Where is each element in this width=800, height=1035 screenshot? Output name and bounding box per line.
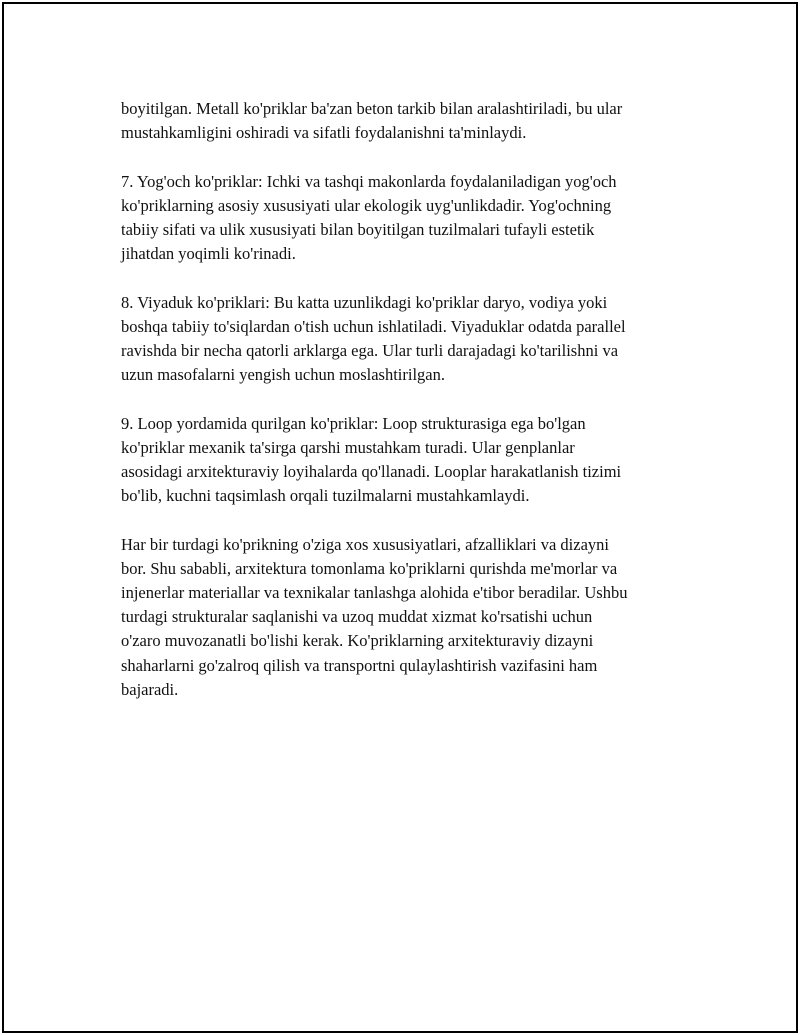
paragraph-wooden-bridges: 7. Yog'och ko'priklar: Ichki va tashqi makonlarda foydalaniladigan yog'och ko'priklarning asosiy xususiyati ular ekologik uyg'unlikdadir. Yog'ochning tabiiy sifati va ulik xususiyati bilan boyitilgan tuzilmalari tufayli estetik jihatdan yoqimli ko'rinadi. [121, 171, 617, 264]
document-page [2, 2, 798, 1033]
paragraph-continuation: boyitilgan. Metall ko'priklar ba'zan beton tarkib bilan aralashtiriladi, bu ular mustahkamligini oshiradi va sifatli foydalanishni ta'minlaydi. [121, 99, 623, 143]
document-body [121, 97, 691, 726]
paragraph-conclusion: Har bir turdagi ko'prikning o'ziga xos xususiyatlari, afzalliklari va dizayni bor. Shu sababli, arxitektura tomonlama ko'priklarni qurishda me'morlar va injenerlar materiallar va texnikalar tanlashga alohida e'tibor beradilar. Ushbu turdagi strukturalar saqlanishi va uzoq muddat xizmat ko'rsatishi uchun o'zaro muvozanatli bo'lishi kerak. Ko'priklarning arxitekturaviy dizayni shaharlarni go'zalroq qilish va transportni qulaylashtirish vazifasini ham bajaradi. [121, 534, 628, 699]
paragraph-viaduct-bridges: 8. Viyaduk ko'priklari: Bu katta uzunlikdagi ko'priklar daryo, vodiya yoki boshqa tabiiy to'siqlardan o'tish uchun ishlatiladi. Viyaduklar odatda parallel ravishda bir necha qatorli arklarga ega. Ular turli darajadagi ko'tarilishni va uzun masofalarni yengish uchun moslashtirilgan. [121, 292, 626, 385]
paragraph-loop-bridges: 9. Loop yordamida qurilgan ko'priklar: Loop strukturasiga ega bo'lgan ko'priklar mexanik ta'sirga qarshi mustahkam turadi. Ular genplanlar asosidagi arxitekturaviy loyihalarda qo'llanadi. Looplar harakatlanish tizimi bo'lib, kuchni taqsimlash orqali tuzilmalarni mustahkamlaydi. [121, 413, 622, 506]
